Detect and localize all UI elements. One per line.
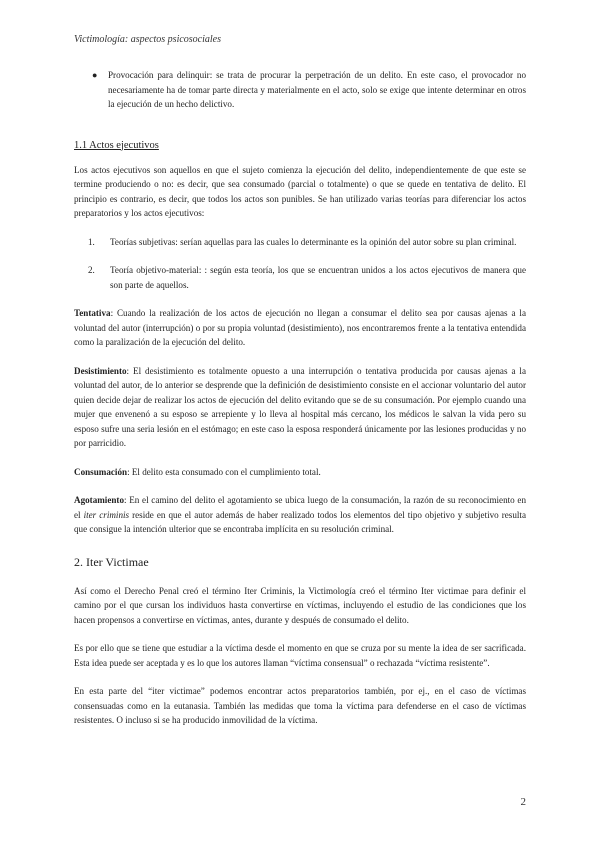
desistimiento-text: : El desistimiento es totalmente opuesto a una interrupción o tentativa producida por causas ajenas a la voluntad del autor, de lo anterior se desprende que la definición de desistimiento consiste en el accionar voluntario del autor quien decide dejar de realizar los actos de ejecución del delito evitando que se de su consumación. Por ejemplo cuando una mujer que envenenó a su esposo se arrepiente y lo lleva al hospital más cercano, los médicos le salvan la vida pero su esposo sufre una seria lesión en el estómago; en este caso la esposa responderá únicamente por las lesiones producidas y no por parricidio. bbox=[74, 365, 526, 448]
section-heading-iter-victimae: 2. Iter Victimae bbox=[74, 554, 149, 569]
tentativa-term: Tentativa bbox=[74, 308, 111, 318]
consumacion-term: Consumación bbox=[74, 466, 128, 477]
page-content bbox=[74, 68, 526, 728]
intro-paragraph: Los actos ejecutivos son aquellos en que el sujeto comienza la ejecución del delito, independientemente de que este se termine produciendo o no: es decir, que sea consumado (parcial o totalmente) o que se quede en tentativa de delito. El principio es contrario, es decir, que todos los actos son punibles. Se han utilizado varias teorías para diferenciar los actos preparatorios y los actos ejecutivos: bbox=[74, 164, 526, 218]
iter-victimae-paragraph-1: Así como el Derecho Penal creó el término Iter Criminis, la Victimología creó el término Iter victimae para definir el camino por el que cursan los individuos hasta convertirse en víctimas, incluyendo el estudio de las condiciones que los hacen propensos a convertirse en víctimas, antes, durante y después de consumado el delito. bbox=[74, 585, 526, 625]
page-number: 2 bbox=[520, 796, 526, 808]
list-number: 2. bbox=[88, 265, 95, 275]
bullet-marker: ● bbox=[92, 70, 98, 80]
desistimiento-term: Desistimiento bbox=[74, 365, 127, 376]
agotamiento-term: Agotamiento bbox=[74, 495, 125, 505]
running-header: Victimología: aspectos psicosociales bbox=[74, 34, 222, 45]
section-heading-text: 1.1 Actos ejecutivos bbox=[74, 139, 159, 151]
iter-victimae-paragraph-3: En esta parte del “iter victimae” podemos encontrar actos preparatorios también, por ej., en el caso de víctimas consensuadas como en la eutanasia. También las medidas que toma la víctima para defenderse en el caso de víctimas resistentes. O incluso si se ha producido inmovilidad de la víctima. bbox=[74, 686, 526, 725]
section-heading-actos-ejecutivos bbox=[74, 140, 526, 151]
consumacion-paragraph bbox=[74, 465, 526, 480]
iter-criminis-italic: iter criminis bbox=[83, 509, 130, 520]
iter-victimae-paragraph-2: Es por ello que se tiene que estudiar a la víctima desde el momento en que se cruza por su mente la idea de ser sacrificada. Esta idea puede ser aceptada y es lo que los autores llaman “víctima consensual” o rechazada “víctima resistente”. bbox=[74, 643, 526, 668]
list-text: Teorías subjetivas: serían aquellas para las cuales lo determinante es la opinión del autor sobre su plan criminal. bbox=[110, 236, 517, 247]
list-text: Teoría objetivo-material: : según esta teoría, los que se encuentran unidos a los actos ejecutivos de manera que son parte de aquellos. bbox=[110, 265, 526, 290]
list-item bbox=[88, 235, 526, 250]
tentativa-paragraph bbox=[74, 306, 526, 350]
consumacion-text: : El delito esta consumado con el cumplimiento total. bbox=[127, 466, 321, 477]
bullet-item bbox=[92, 68, 526, 112]
list-item bbox=[88, 263, 526, 292]
list-number: 1. bbox=[88, 236, 95, 247]
tentativa-text: : Cuando la realización de los actos de ejecución no llegan a consumar el delito sea por causas ajenas a la voluntad del autor (interrupción) o por su propia voluntad (desistimiento), nos encontraremos frente a la tentativa entendida como la paralización de la ejecución del delito. bbox=[74, 308, 526, 347]
agotamiento-text-b: reside en que el autor además de haber realizado todos los elementos del tipo objetivo y subjetivo resulta que consigue la intención ulterior que se encontraba implícita en su resolución criminal. bbox=[74, 509, 526, 534]
agotamiento-text-a: : En el camino del delito el agotamiento se ubica luego de la consumación, la razón de su reconocimiento en el bbox=[74, 495, 526, 520]
agotamiento-paragraph bbox=[74, 493, 526, 537]
theories-list bbox=[74, 235, 526, 293]
desistimiento-paragraph bbox=[74, 364, 526, 451]
bullet-text: Provocación para delinquir: se trata de procurar la perpetración de un delito. En este caso, el provocador no necesariamente ha de tomar parte directa y materialmente en el acto, solo se exige que intente determinar en otros la ejecución de un hecho delictivo. bbox=[108, 70, 526, 109]
